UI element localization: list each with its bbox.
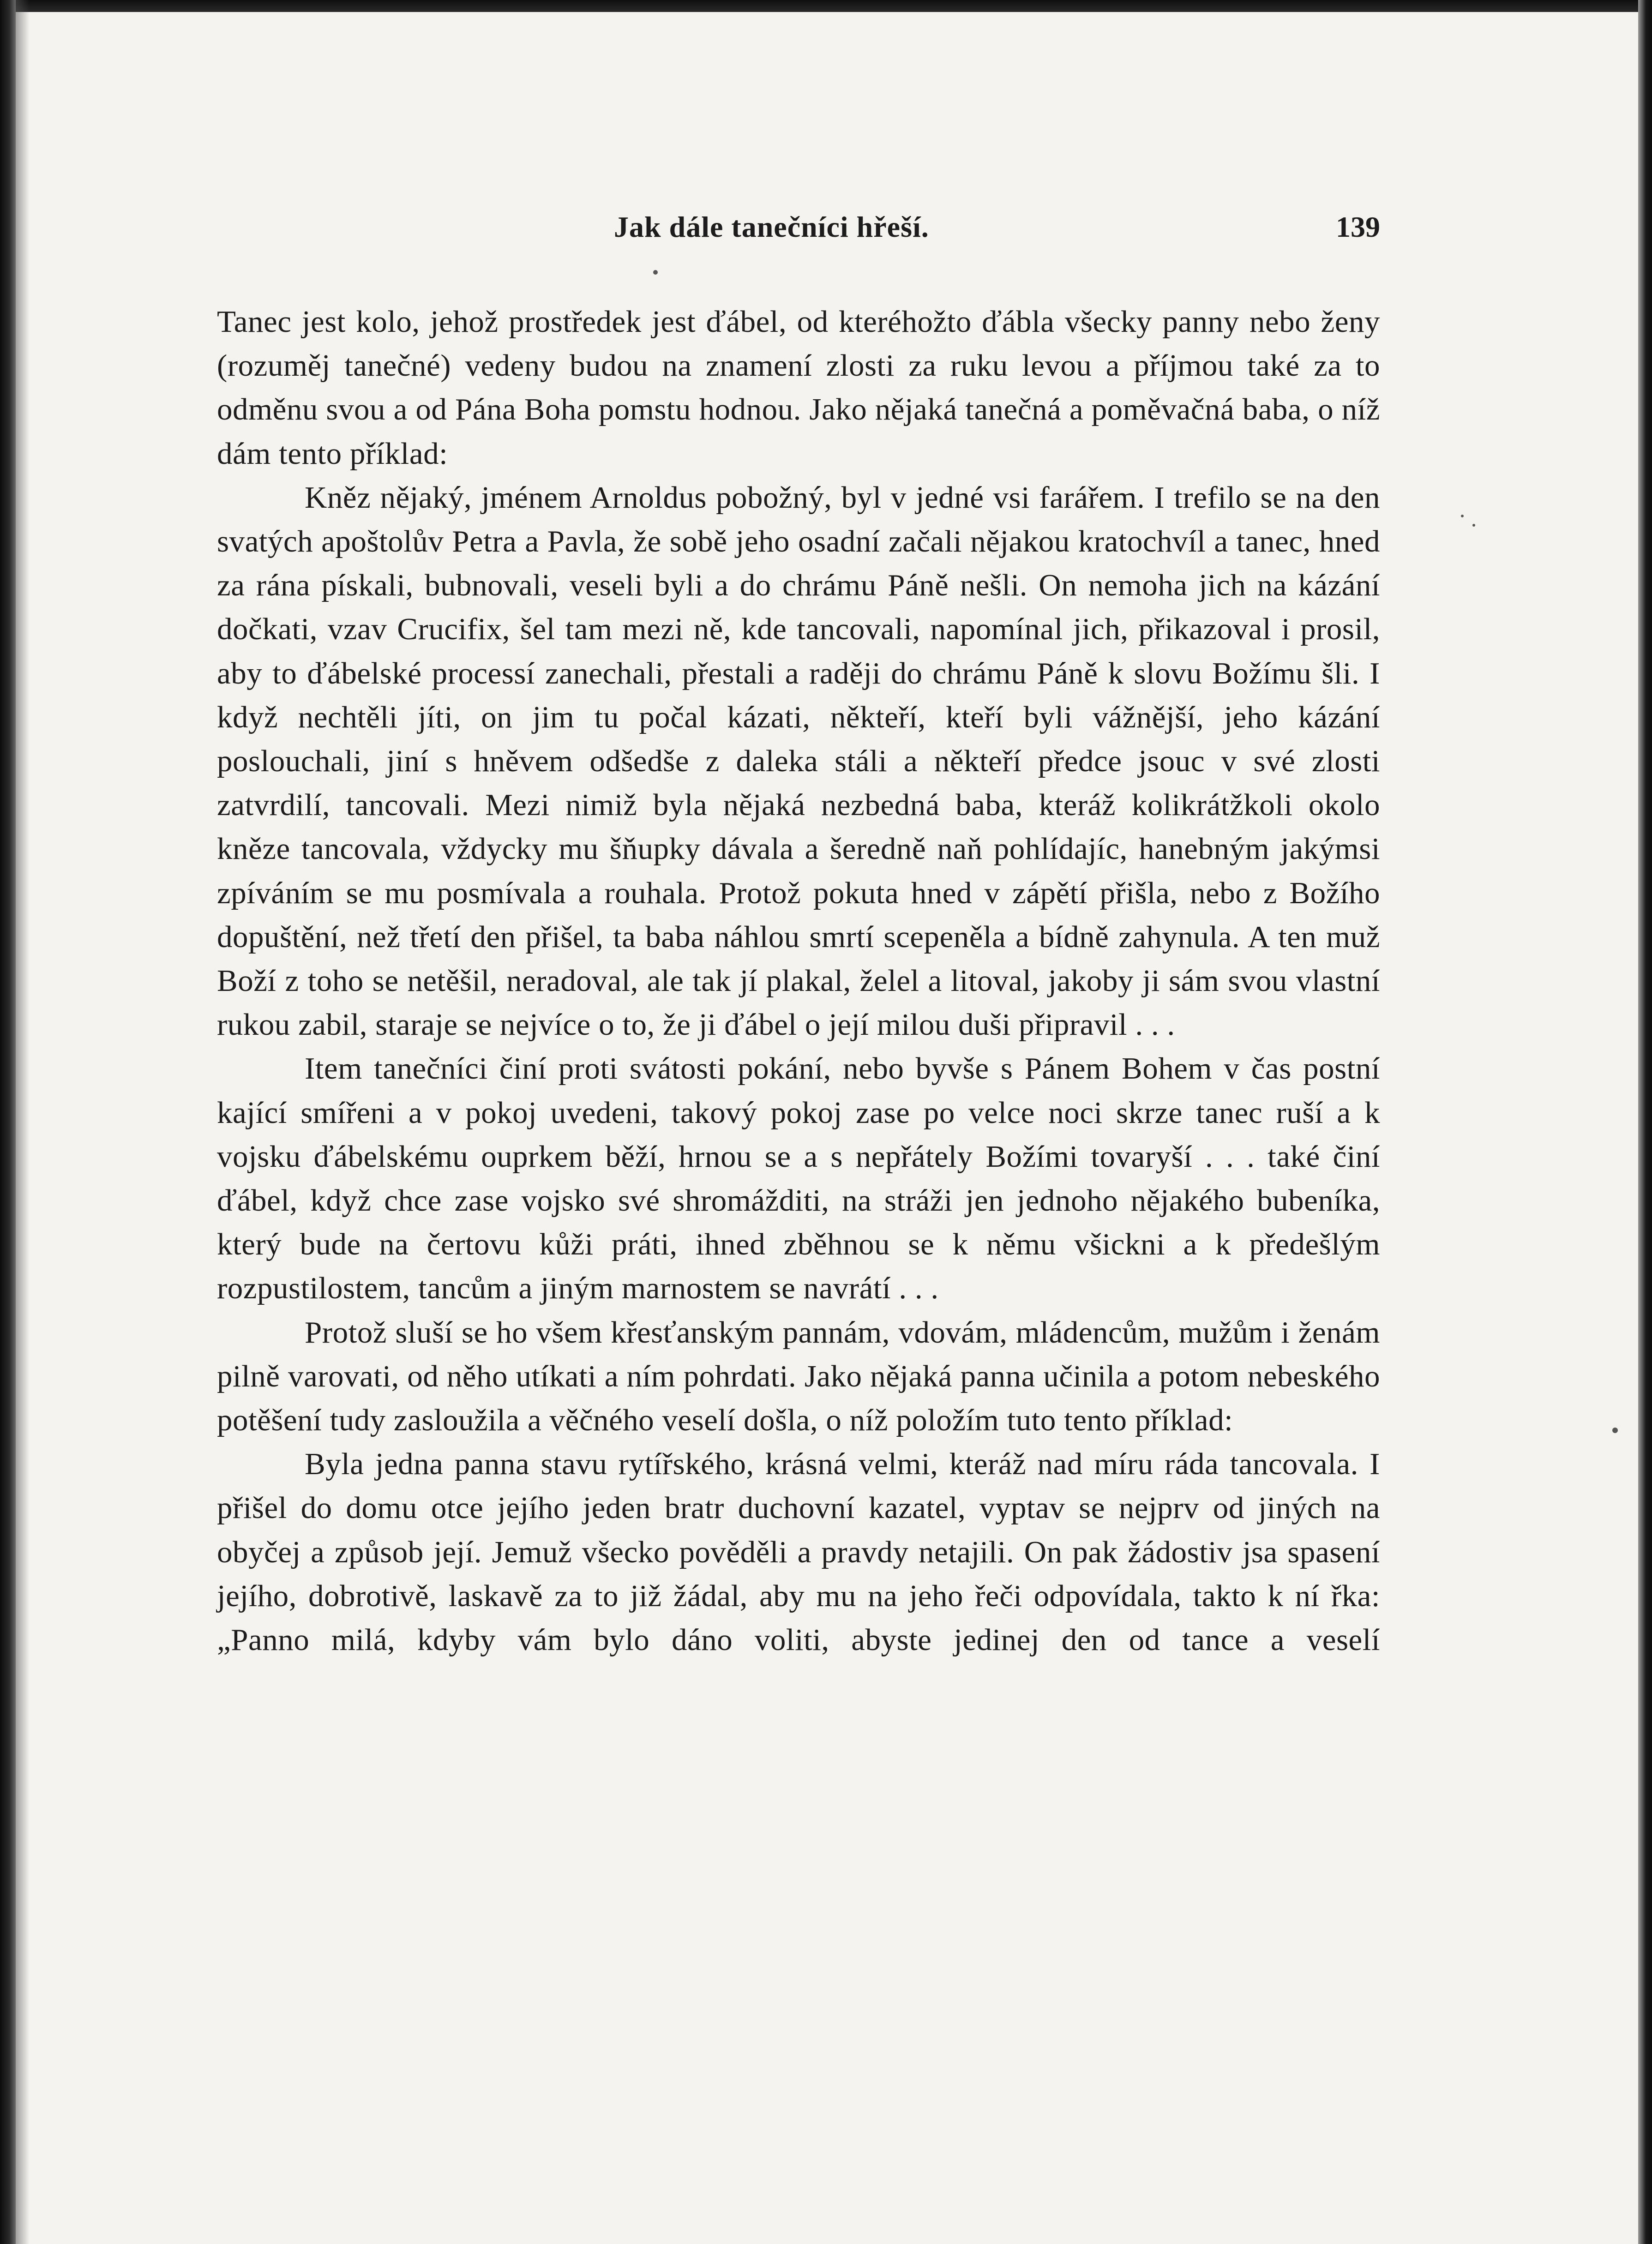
scan-edge-left — [0, 0, 16, 2244]
paragraph-4: Protož sluší se ho všem křesťanským pannám, vdovám, mládencům, mužům i ženám pilně varovati, od něho utíkati a ním pohrdati. Jako nějaká panna učinila a potom nebeského potěšení tudy zasloužila a věčného veselí došla, o níž položím tuto tento příklad: — [217, 1315, 1380, 1438]
paragraph-3: Item tanečníci činí proti svátosti pokání, nebo byvše s Pánem Bohem v čas postní kající smířeni a v pokoj uvedeni, takový pokoj zase po velce noci skrze tanec ruší a k vojsku ďábelskému ouprkem běží, hrnou se a s nepřátely Božími tovaryší . . . také činí ďábel, když chce zase vojsko své shromážditi, na stráži jen jednoho nějakého bubeníka, který bude na čertovu kůži práti, ihned zběhnou se k němu všickni a k předešlým rozpustilostem, tancům a jiným marnostem se navrátí . . . — [217, 1051, 1380, 1306]
body-text — [217, 300, 1380, 1662]
scan-speck — [1472, 524, 1475, 527]
scan-speck — [1461, 515, 1464, 517]
running-title: Jak dále tanečníci hřeší. — [614, 210, 929, 243]
scan-edge-right — [1638, 0, 1652, 2244]
scan-speck — [1612, 1428, 1618, 1433]
paragraph-5: Byla jedna panna stavu rytířského, krásná velmi, kteráž nad míru ráda tancovala. I přišel do domu otce jejího jeden bratr duchovní kazatel, vyptav se nejprv od jiných na obyčej a způsob její. Jemuž všecko pověděli a pravdy netajili. On pak žádostiv jsa spasení jejího, dobrotivě, laskavě za to již žádal, aby mu na jeho řeči odpovídala, takto k ní řka: „Panno milá, kdyby vám bylo dáno voliti, abyste jedinej den od tance a veselí — [217, 1447, 1380, 1657]
scan-speck — [653, 270, 658, 275]
page-header — [217, 210, 1380, 261]
scan-edge-left-shadow — [16, 0, 30, 2244]
scan-edge-top — [0, 0, 1652, 12]
paragraph-2: Kněz nějaký, jménem Arnoldus pobožný, byl v jedné vsi farářem. I trefilo se na den svatých apoštolův Petra a Pavla, že sobě jeho osadní začali nějakou kratochvíl a tanec, hned za rána pískali, bubnovali, veseli byli a do chrámu Páně nešli. On nemoha jich na kázání dočkati, vzav Crucifix, šel tam mezi ně, kde tancovali, napomínal jich, přikazoval i prosil, aby to ďábelské processí zanechali, přestali a raději do chrámu Páně k slovu Božímu šli. I když nechtěli jíti, on jim tu počal kázati, někteří, kteří byli vážnější, jeho kázání poslouchali, jiní s hněvem odšedše z daleka stáli a někteří předce jsouc v své zlosti zatvrdilí, tancovali. Mezi nimiž byla nějaká nezbedná baba, kteráž kolikrátžkoli okolo kněze tancovala, vždycky mu šňupky dávala a šeredně naň pohlídajíc, hanebným jakýmsi zpíváním se mu posmívala a rouhala. Protož pokuta hned v zápětí přišla, nebo z Božího dopuštění, než třetí den přišel, ta baba náhlou smrtí scepeněla a bídně zahynula. A ten muž Boží z toho se netěšil, neradoval, ale tak jí plakal, želel a litoval, jakoby ji sám svou vlastní rukou zabil, staraje se nejvíce o to, že ji ďábel o její milou duši připravil . . . — [217, 480, 1380, 1042]
paragraph-1: Tanec jest kolo, jehož prostředek jest ďábel, od kteréhožto ďábla všecky panny nebo ženy (rozuměj tanečné) vedeny budou na znamení zlosti za ruku levou a příjmou také za to odměnu svou a od Pána Boha pomstu hodnou. Jako nějaká tanečná a poměvačná baba, o níž dám tento příklad: — [217, 305, 1380, 471]
page-number: 139 — [1336, 210, 1380, 243]
